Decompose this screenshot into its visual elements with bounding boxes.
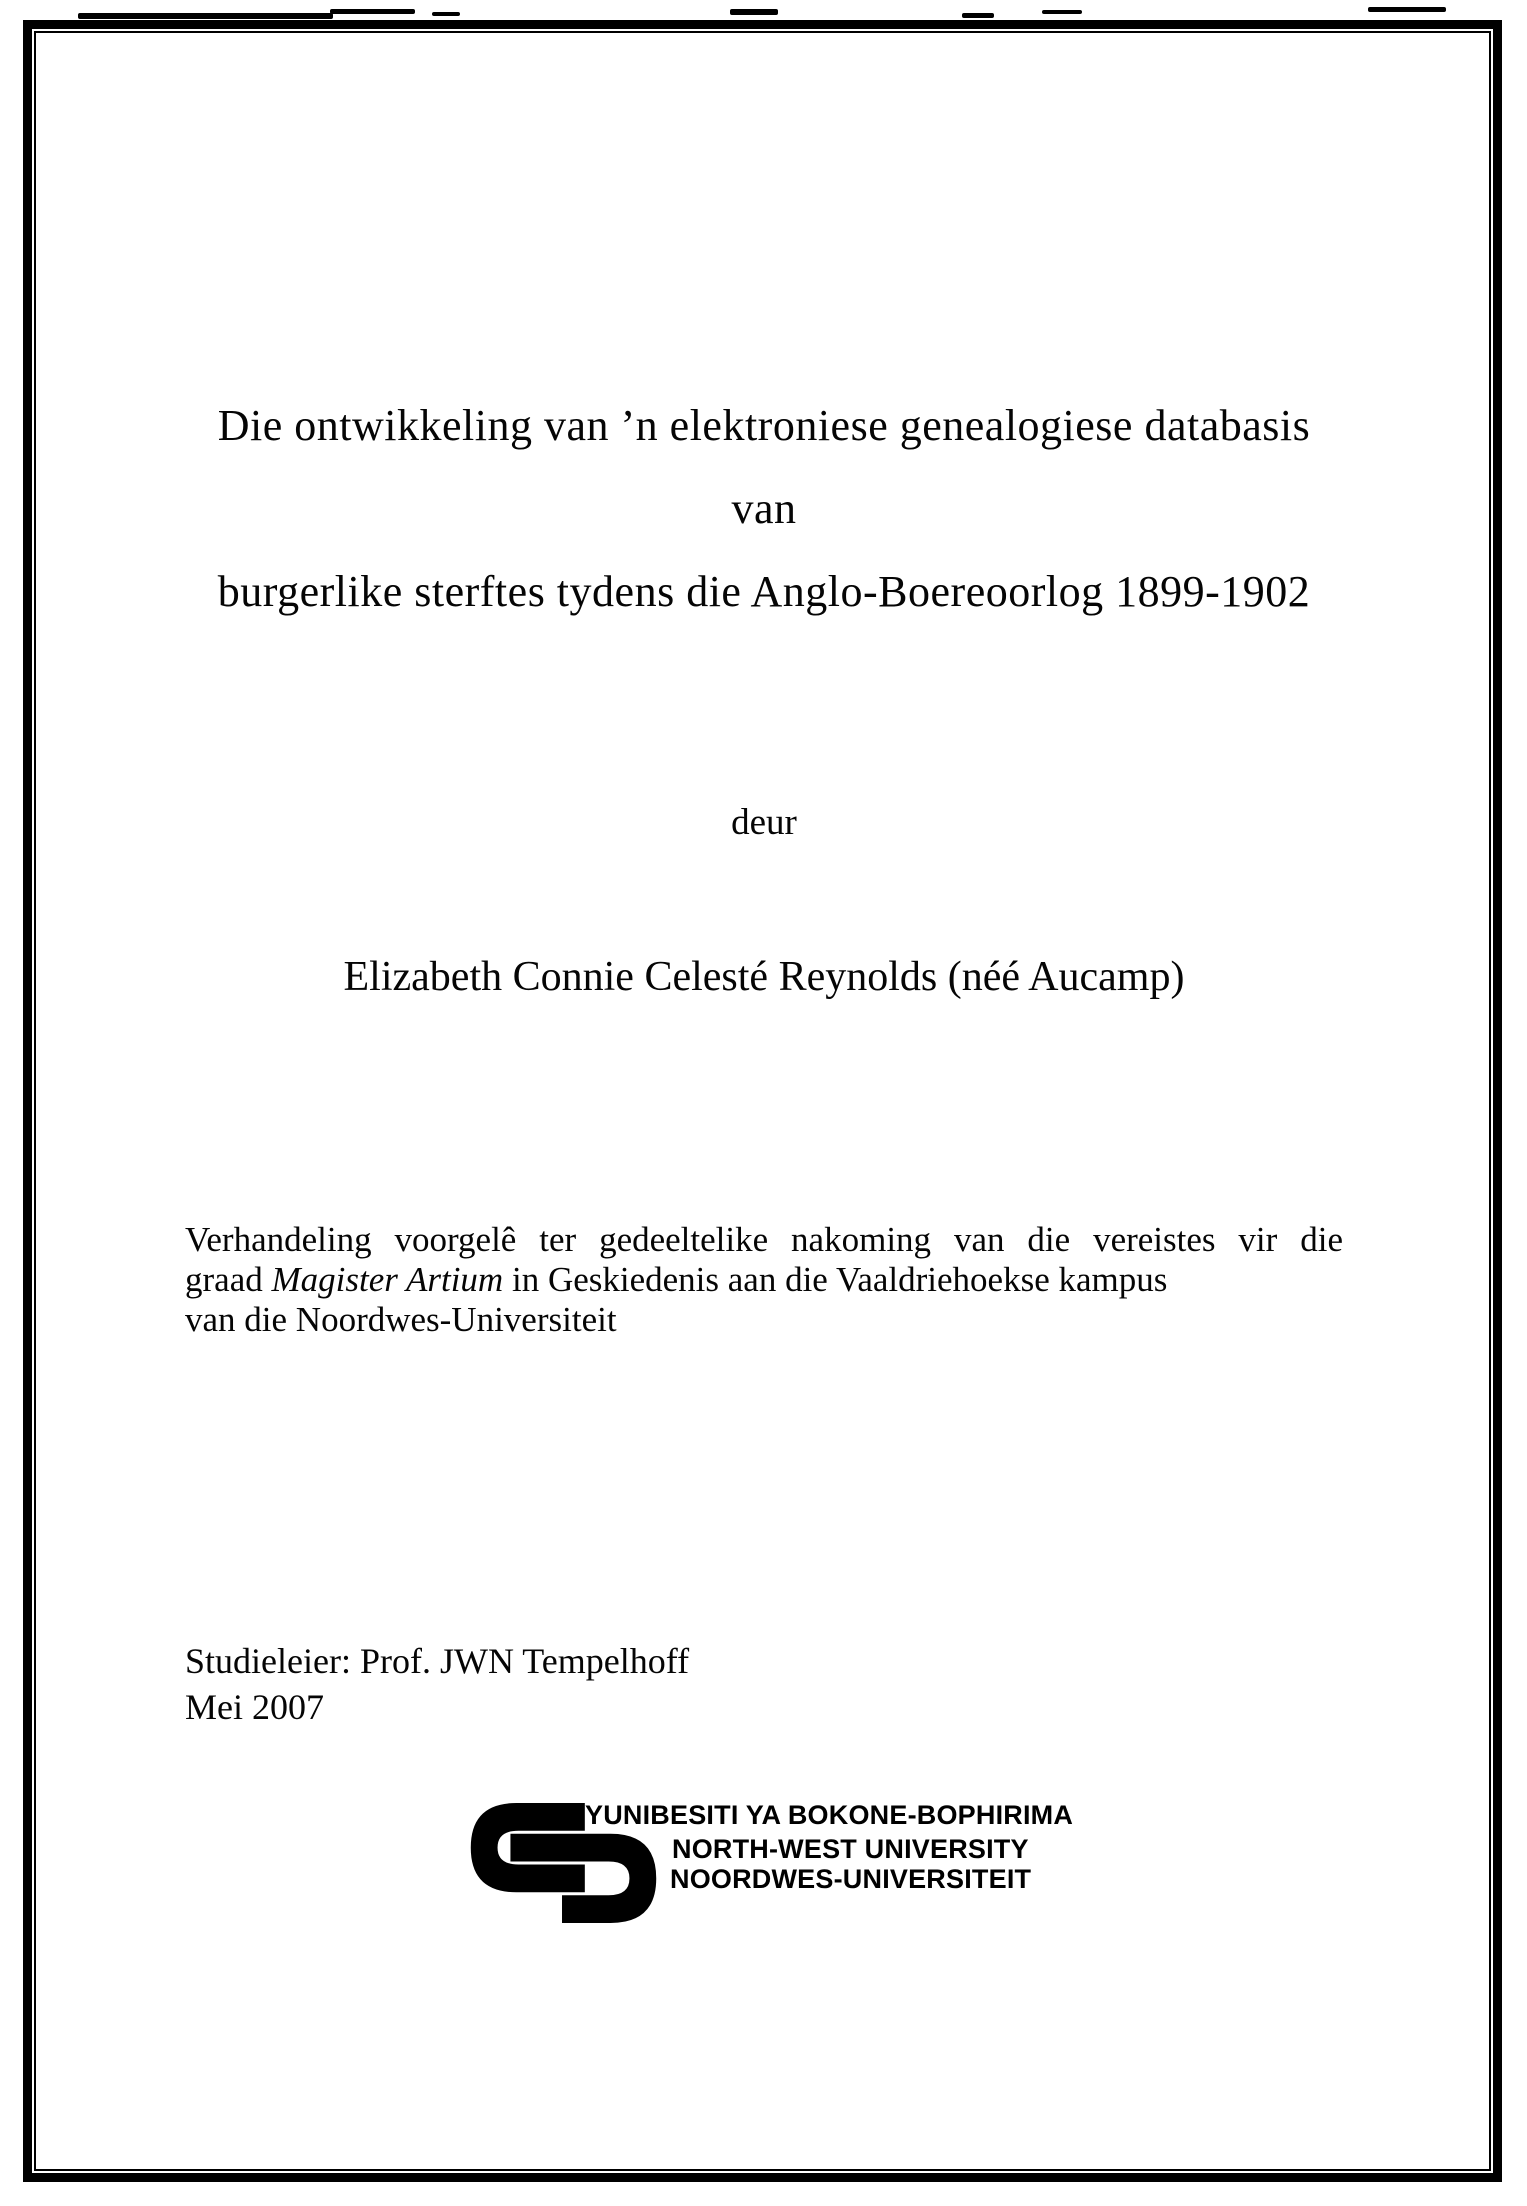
scan-artifact bbox=[1368, 7, 1446, 12]
declaration-line-2-post: in Geskiedenis aan die Vaaldriehoekse kampus bbox=[503, 1260, 1168, 1299]
scan-artifact bbox=[330, 9, 415, 14]
scan-artifact bbox=[962, 13, 994, 18]
thesis-title bbox=[185, 384, 1343, 633]
scan-artifact bbox=[78, 13, 333, 19]
university-logo-text bbox=[585, 1800, 1073, 1894]
logo-line-setswana: YUNIBESITI YA BOKONE-BOPHIRIMA bbox=[585, 1800, 1074, 1830]
logo-line-afrikaans: NOORDWES-UNIVERSITEIT bbox=[670, 1864, 1032, 1894]
university-logo bbox=[470, 1800, 1170, 1940]
degree-declaration bbox=[185, 1220, 1343, 1340]
declaration-line-2 bbox=[185, 1260, 1343, 1300]
declaration-line-2-pre: graad bbox=[185, 1260, 272, 1299]
scan-artifact bbox=[730, 9, 778, 15]
supervisor-line: Studieleier: Prof. JWN Tempelhoff bbox=[185, 1641, 690, 1681]
author-name: Elizabeth Connie Celesté Reynolds (néé Aucamp) bbox=[343, 954, 1185, 1000]
thesis-title-line-2: burgerlike sterftes tydens die Anglo-Boereoorlog 1899-1902 bbox=[217, 567, 1311, 616]
thesis-title-line-1: Die ontwikkeling van ’n elektroniese genealogiese databasis van bbox=[217, 401, 1311, 533]
declaration-line-3: van die Noordwes-Universiteit bbox=[185, 1300, 617, 1339]
supervisor-block bbox=[185, 1638, 1085, 1730]
degree-name-italic: Magister Artium bbox=[271, 1260, 504, 1299]
date-line: Mei 2007 bbox=[185, 1687, 324, 1727]
scan-artifact bbox=[432, 12, 460, 16]
logo-line-english: NORTH-WEST UNIVERSITY bbox=[672, 1834, 1029, 1864]
byline-label: deur bbox=[731, 802, 797, 843]
scan-artifact bbox=[1042, 10, 1082, 14]
declaration-line-1: Verhandeling voorgelê ter gedeeltelike nakoming van die vereistes vir die bbox=[185, 1220, 1343, 1259]
